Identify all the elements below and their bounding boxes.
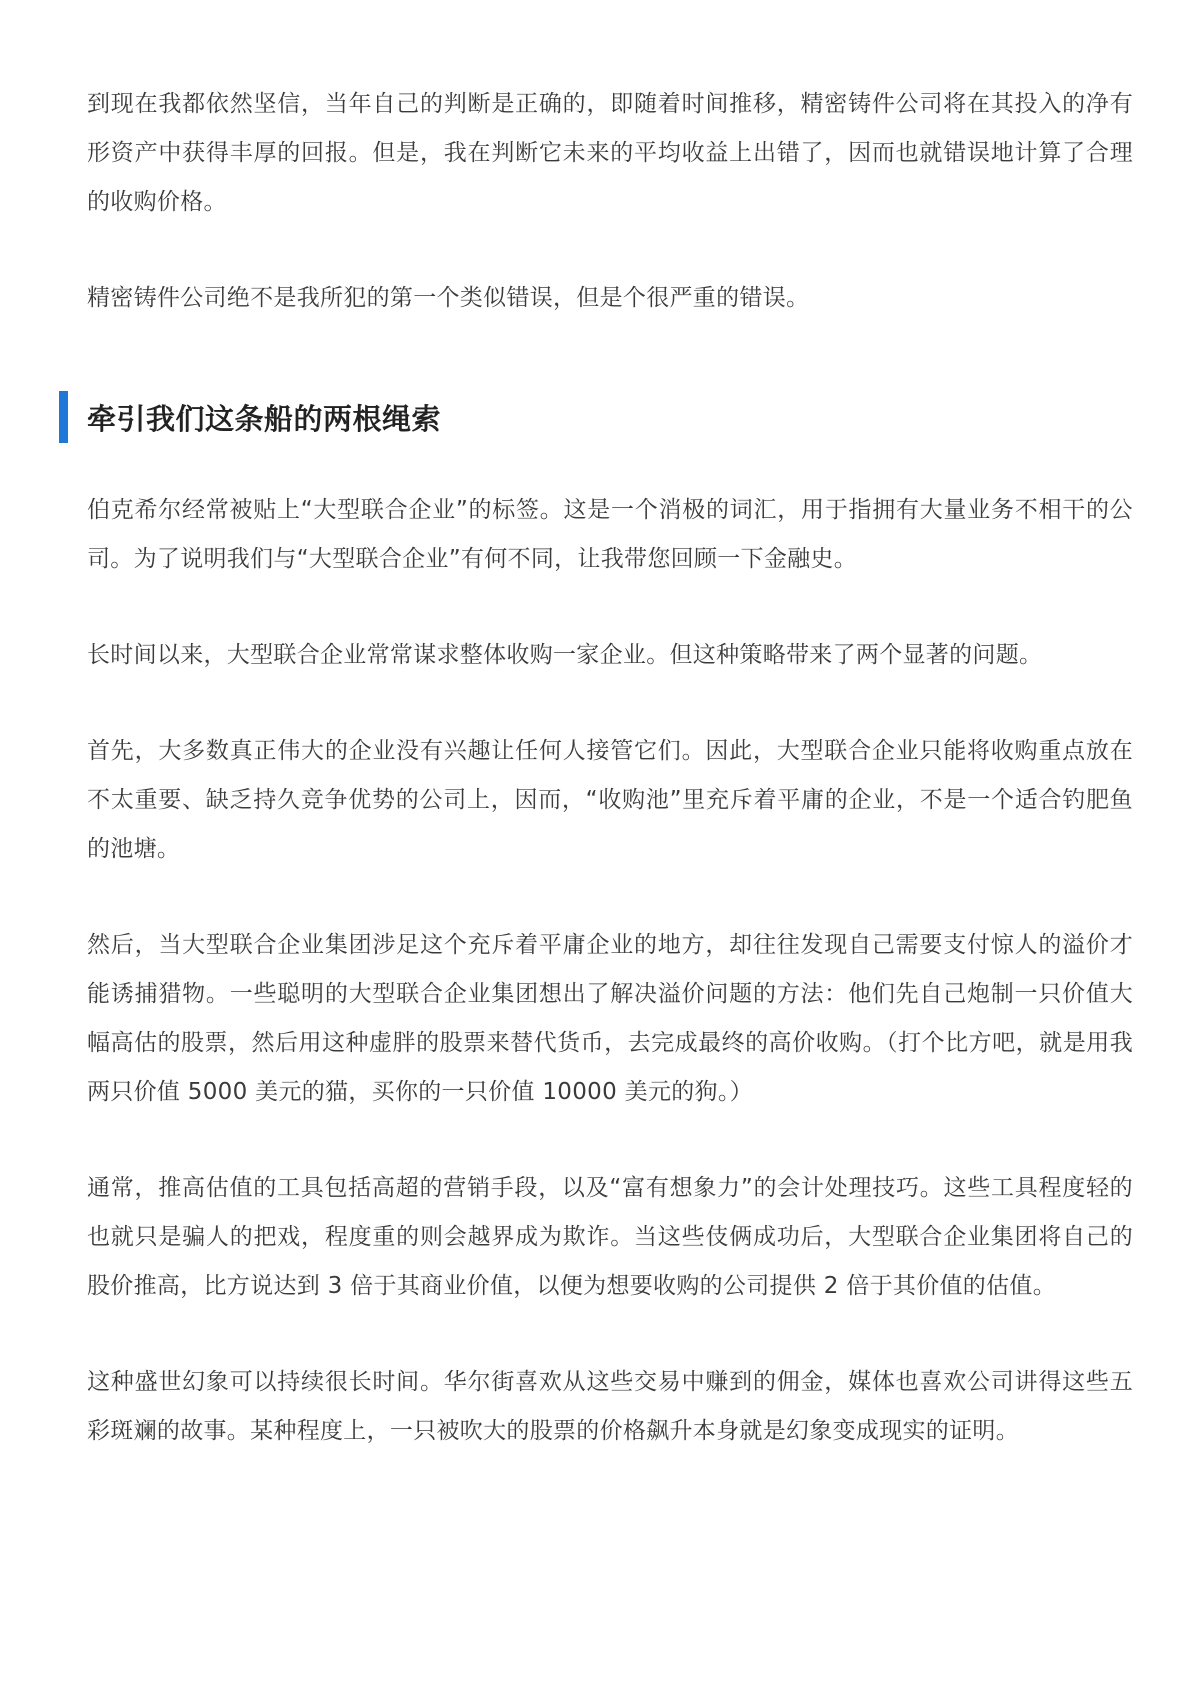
paragraph: 这种盛世幻象可以持续很长时间。华尔街喜欢从这些交易中赚到的佣金，媒体也喜欢公司讲得这些五彩斑斓的故事。某种程度上，一只被吹大的股票的价格飙升本身就是幻象变成现实的证明。 <box>87 1369 1133 1444</box>
paragraph: 首先，大多数真正伟大的企业没有兴趣让任何人接管它们。因此，大型联合企业只能将收购重点放在不太重要、缺乏持久竞争优势的公司上，因而，“收购池”里充斥着平庸的企业，不是一个适合钓肥鱼的池塘。 <box>87 738 1133 862</box>
paragraph: 长时间以来，大型联合企业常常谋求整体收购一家企业。但这种策略带来了两个显著的问题。 <box>87 642 1043 668</box>
section-heading <box>59 391 1133 443</box>
paragraph: 到现在我都依然坚信，当年自己的判断是正确的，即随着时间推移，精密铸件公司将在其投入的净有形资产中获得丰厚的回报。但是，我在判断它未来的平均收益上出错了，因而也就错误地计算了合理的收购价格。 <box>87 91 1133 215</box>
article-body <box>87 80 1133 1503</box>
paragraph: 精密铸件公司绝不是我所犯的第一个类似错误，但是个很严重的错误。 <box>87 285 810 311</box>
paragraph: 然后，当大型联合企业集团涉足这个充斥着平庸企业的地方，却往往发现自己需要支付惊人的溢价才能诱捕猎物。一些聪明的大型联合企业集团想出了解决溢价问题的方法：他们先自己炮制一只价值大幅高估的股票，然后用这种虚胖的股票来替代货币，去完成最终的高价收购。（打个比方吧，就是用我两只价值 5000 美元的猫，买你的一只价值 10000 美元的狗。） <box>87 932 1133 1105</box>
section-heading-text: 牵引我们这条船的两根绳索 <box>87 401 442 436</box>
paragraph: 通常，推高估值的工具包括高超的营销手段，以及“富有想象力”的会计处理技巧。这些工具程度轻的也就只是骗人的把戏，程度重的则会越界成为欺诈。当这些伎俩成功后，大型联合企业集团将自己的股价推高，比方说达到 3 倍于其商业价值，以便为想要收购的公司提供 2 倍于其价值的估值。 <box>87 1175 1133 1299</box>
heading-accent-bar <box>59 391 68 443</box>
paragraph: 伯克希尔经常被贴上“大型联合企业”的标签。这是一个消极的词汇，用于指拥有大量业务不相干的公司。为了说明我们与“大型联合企业”有何不同，让我带您回顾一下金融史。 <box>87 497 1133 572</box>
